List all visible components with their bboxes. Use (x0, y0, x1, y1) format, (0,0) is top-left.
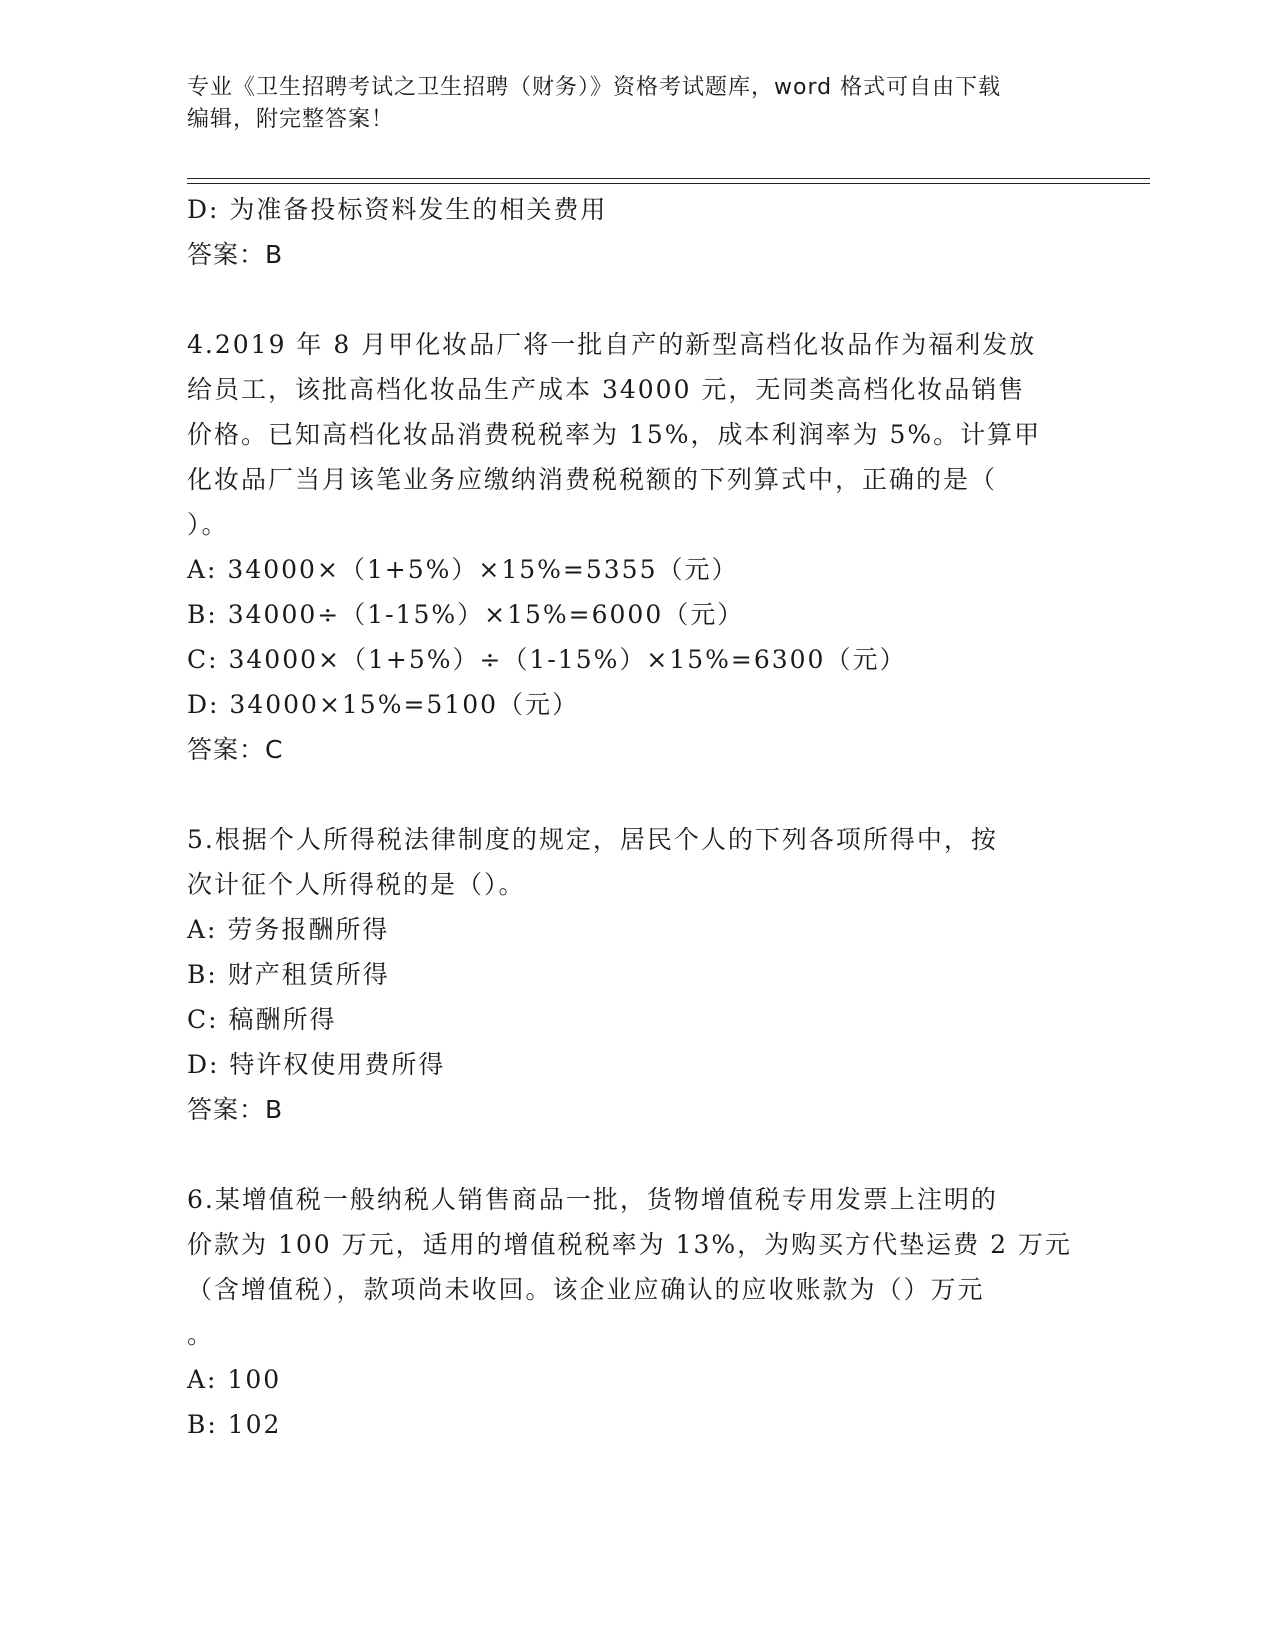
question-6 (187, 1177, 1087, 1447)
question-3-tail (187, 187, 1087, 277)
option-a: A: 100 (187, 1365, 282, 1394)
option-c: C: 稿酬所得 (187, 1005, 337, 1034)
question-stem-line: 4.2019 年 8 月甲化妆品厂将一批自产的新型高档化妆品作为福利发放 (187, 330, 1037, 359)
header-divider-top (187, 178, 1150, 179)
question-stem-line: 6.某增值税一般纳税人销售商品一批，货物增值税专用发票上注明的 (187, 1185, 998, 1214)
question-stem-line: 给员工，该批高档化妆品生产成本 34000 元，无同类高档化妆品销售 (187, 375, 1026, 404)
option-d: D: 特许权使用费所得 (187, 1050, 446, 1079)
question-stem-line: 化妆品厂当月该笔业务应缴纳消费税税额的下列算式中，正确的是（ (187, 465, 998, 494)
question-5 (187, 817, 1087, 1132)
answer-line: 答案：B (187, 1095, 284, 1124)
option-b: B: 财产租赁所得 (187, 960, 390, 989)
question-stem-line: ）。 (187, 510, 229, 539)
spacer (187, 772, 1087, 817)
question-stem-line: （含增值税），款项尚未收回。该企业应确认的应收账款为（）万元 (187, 1275, 985, 1304)
option-a: A: 34000×（1+5%）×15%=5355（元） (187, 555, 739, 584)
header-divider-bottom (187, 183, 1150, 184)
option-c: C: 34000×（1+5%）÷（1-15%）×15%=6300（元） (187, 645, 907, 674)
question-stem-line: 。 (187, 1320, 215, 1349)
answer-line: 答案：B (187, 240, 284, 269)
question-stem-line: 次计征个人所得税的是（）。 (187, 870, 526, 899)
option-a: A: 劳务报酬所得 (187, 915, 390, 944)
question-4 (187, 322, 1087, 772)
question-stem-line: 价款为 100 万元，适用的增值税税率为 13%，为购买方代垫运费 2 万元 (187, 1230, 1072, 1259)
question-stem-line: 价格。已知高档化妆品消费税税率为 15%，成本利润率为 5%。计算甲 (187, 420, 1042, 449)
document-header (187, 72, 1087, 136)
question-stem-line: 5.根据个人所得税法律制度的规定，居民个人的下列各项所得中，按 (187, 825, 998, 854)
header-line-2: 编辑，附完整答案！ (187, 107, 395, 132)
option-b: B: 102 (187, 1410, 282, 1439)
option-d: D: 34000×15%=5100（元） (187, 690, 580, 719)
spacer (187, 277, 1087, 322)
header-line-1: 专业《卫生招聘考试之卫生招聘（财务）》资格考试题库，word 格式可自由下载 (187, 75, 1002, 100)
option-b: B: 34000÷（1-15%）×15%=6000（元） (187, 600, 745, 629)
option-d: D: 为准备投标资料发生的相关费用 (187, 195, 608, 224)
answer-line: 答案：C (187, 735, 284, 764)
spacer (187, 1132, 1087, 1177)
document-body (187, 187, 1087, 1447)
